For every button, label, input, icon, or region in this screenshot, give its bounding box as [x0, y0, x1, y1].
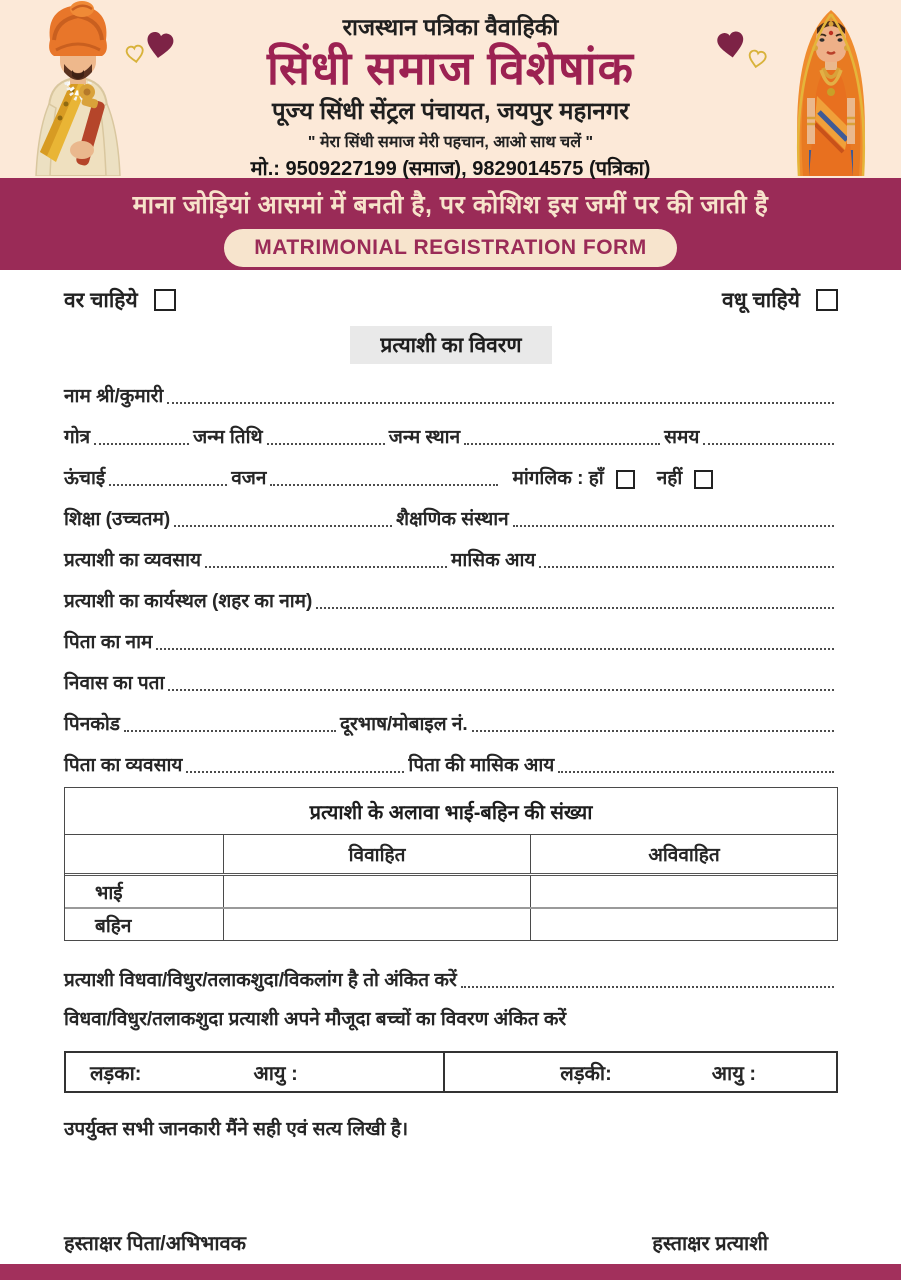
signature-row [64, 1229, 838, 1256]
children-details-label: विधवा/विधुर/तलाकशुदा प्रत्याशी अपने मौजूदा बच्चों का विवरण अंकित करें [64, 1009, 567, 1031]
field-row-name [64, 368, 838, 409]
height-input-line[interactable] [109, 484, 227, 486]
birth-place-label: जन्म स्थान [388, 427, 461, 449]
field-row-education [64, 491, 838, 532]
header-line2: पूज्य सिंधी सेंट्रल पंचायत, जयपुर महानगर [271, 98, 630, 126]
field-row-father-name [64, 614, 838, 655]
preference-row [64, 285, 838, 315]
phone-label: दूरभाष/मोबाइल नं. [339, 714, 468, 736]
marital-status-label: प्रत्याशी विधवा/विधुर/तलाकशुदा/विकलांग है तो अंकित करें [64, 970, 457, 992]
bottom-accent-bar [0, 1264, 901, 1280]
pincode-label: पिनकोड [64, 714, 120, 736]
address-label: निवास का पता [64, 673, 165, 695]
girl-age-label: आयु : [711, 1062, 757, 1085]
monthly-income-input-line[interactable] [539, 566, 834, 568]
name-label: नाम श्री/कुमारी [64, 386, 164, 408]
institution-label: शैक्षणिक संस्थान [396, 509, 509, 531]
gotra-input-line[interactable] [94, 443, 189, 445]
siblings-table-header [65, 835, 837, 876]
father-occupation-input-line[interactable] [186, 771, 404, 773]
field-row-address [64, 655, 838, 696]
brother-unmarried-cell[interactable] [530, 876, 837, 907]
sister-married-cell[interactable] [223, 909, 530, 940]
groom-illustration [16, 0, 138, 176]
groom-wanted-checkbox[interactable] [154, 289, 176, 311]
address-input-line[interactable] [168, 689, 834, 691]
bride-wanted-checkbox[interactable] [816, 289, 838, 311]
header-contact: मो.: 9509227199 (समाज), 9829014575 (पत्रिका) [250, 158, 651, 181]
section-title-candidate-details: प्रत्याशी का विवरण [350, 326, 551, 364]
field-row-birth [64, 409, 838, 450]
sister-row-label: बहिन [95, 915, 132, 937]
institution-input-line[interactable] [513, 525, 834, 527]
siblings-row-sister [65, 909, 837, 940]
siblings-header-married: विवाहित [223, 835, 530, 873]
weight-label: वजन [231, 468, 267, 490]
sister-unmarried-cell[interactable] [530, 909, 837, 940]
field-row-father-occupation [64, 737, 838, 778]
dob-label: जन्म तिथि [193, 427, 263, 449]
father-income-label: पिता की मासिक आय [408, 755, 555, 777]
father-income-input-line[interactable] [558, 771, 834, 773]
birth-time-input-line[interactable] [703, 443, 834, 445]
dob-input-line[interactable] [267, 443, 385, 445]
siblings-table [64, 787, 838, 941]
guardian-signature-label: हस्ताक्षर पिता/अभिभावक [64, 1233, 246, 1255]
occupation-label: प्रत्याशी का व्यवसाय [64, 550, 202, 572]
manglik-yes-label: मांगलिक : हाँ [512, 468, 604, 490]
phone-input-line[interactable] [472, 730, 834, 732]
girl-cell[interactable] [443, 1053, 836, 1091]
field-row-pincode-phone [64, 696, 838, 737]
bride-wanted-label: वधू चाहिये [722, 289, 800, 312]
gotra-label: गोत्र [64, 427, 91, 449]
bride-wanted-group [722, 286, 838, 314]
declaration-text: उपर्युक्त सभी जानकारी मैंने सही एवं सत्य लिखी है। [64, 1119, 409, 1140]
heart-decor-right [709, 30, 773, 74]
father-name-input-line[interactable] [156, 648, 834, 650]
siblings-header-unmarried: अविवाहित [530, 835, 837, 873]
boy-cell[interactable] [66, 1053, 443, 1091]
father-name-label: पिता का नाम [64, 632, 153, 654]
heart-decor-left [122, 26, 186, 70]
manglik-no-checkbox[interactable] [694, 470, 713, 489]
field-row-height-weight-manglik [64, 450, 838, 491]
field-row-workplace [64, 573, 838, 614]
brother-married-cell[interactable] [223, 876, 530, 907]
siblings-header-blank [65, 835, 223, 873]
field-row-occupation [64, 532, 838, 573]
candidate-signature-label: हस्ताक्षर प्रत्याशी [652, 1233, 768, 1255]
children-details-line [64, 1002, 838, 1038]
brother-row-label: भाई [95, 882, 123, 904]
monthly-income-label: मासिक आय [451, 550, 536, 572]
groom-wanted-label: वर चाहिये [64, 289, 138, 312]
header-quote: " मेरा सिंधी समाज मेरी पहचान, आओ साथ चलें " [307, 134, 594, 152]
boy-age-label: आयु : [253, 1062, 298, 1085]
manglik-yes-checkbox[interactable] [616, 470, 635, 489]
header [0, 0, 901, 181]
birth-place-input-line[interactable] [464, 443, 660, 445]
education-input-line[interactable] [174, 525, 392, 527]
manglik-no-label: नहीं [656, 468, 683, 490]
workplace-label: प्रत्याशी का कार्यस्थल (शहर का नाम) [64, 591, 313, 613]
name-input-line[interactable] [167, 402, 834, 404]
form-body [0, 285, 901, 1280]
slogan-banner [0, 178, 901, 270]
groom-wanted-group [64, 286, 176, 314]
education-label: शिक्षा (उच्चतम) [64, 509, 171, 531]
father-occupation-label: पिता का व्यवसाय [64, 755, 183, 777]
form-title-pill: MATRIMONIAL REGISTRATION FORM [224, 229, 676, 267]
slogan-text: माना जोड़ियां आसमां में बनती है, पर कोशिश इस जमीं पर की जाती है [132, 191, 769, 219]
field-row-marital-status [64, 957, 838, 993]
birth-time-label: समय [664, 427, 700, 449]
siblings-table-title: प्रत्याशी के अलावा भाई-बहिन की संख्या [65, 788, 837, 835]
bride-illustration [779, 0, 883, 176]
header-line1: राजस्थान पत्रिका वैवाहिकी [342, 14, 559, 40]
weight-input-line[interactable] [270, 484, 498, 486]
marital-status-input-line[interactable] [461, 986, 834, 988]
siblings-row-brother [65, 876, 837, 909]
children-table [64, 1051, 838, 1093]
height-label: ऊंचाई [64, 468, 106, 490]
occupation-input-line[interactable] [205, 566, 447, 568]
boy-label: लड़का: [90, 1062, 142, 1085]
girl-label: लड़की: [560, 1062, 612, 1085]
workplace-input-line[interactable] [316, 607, 834, 609]
pincode-input-line[interactable] [124, 730, 336, 732]
masthead-title: सिंधी समाज विशेषांक [266, 42, 635, 94]
